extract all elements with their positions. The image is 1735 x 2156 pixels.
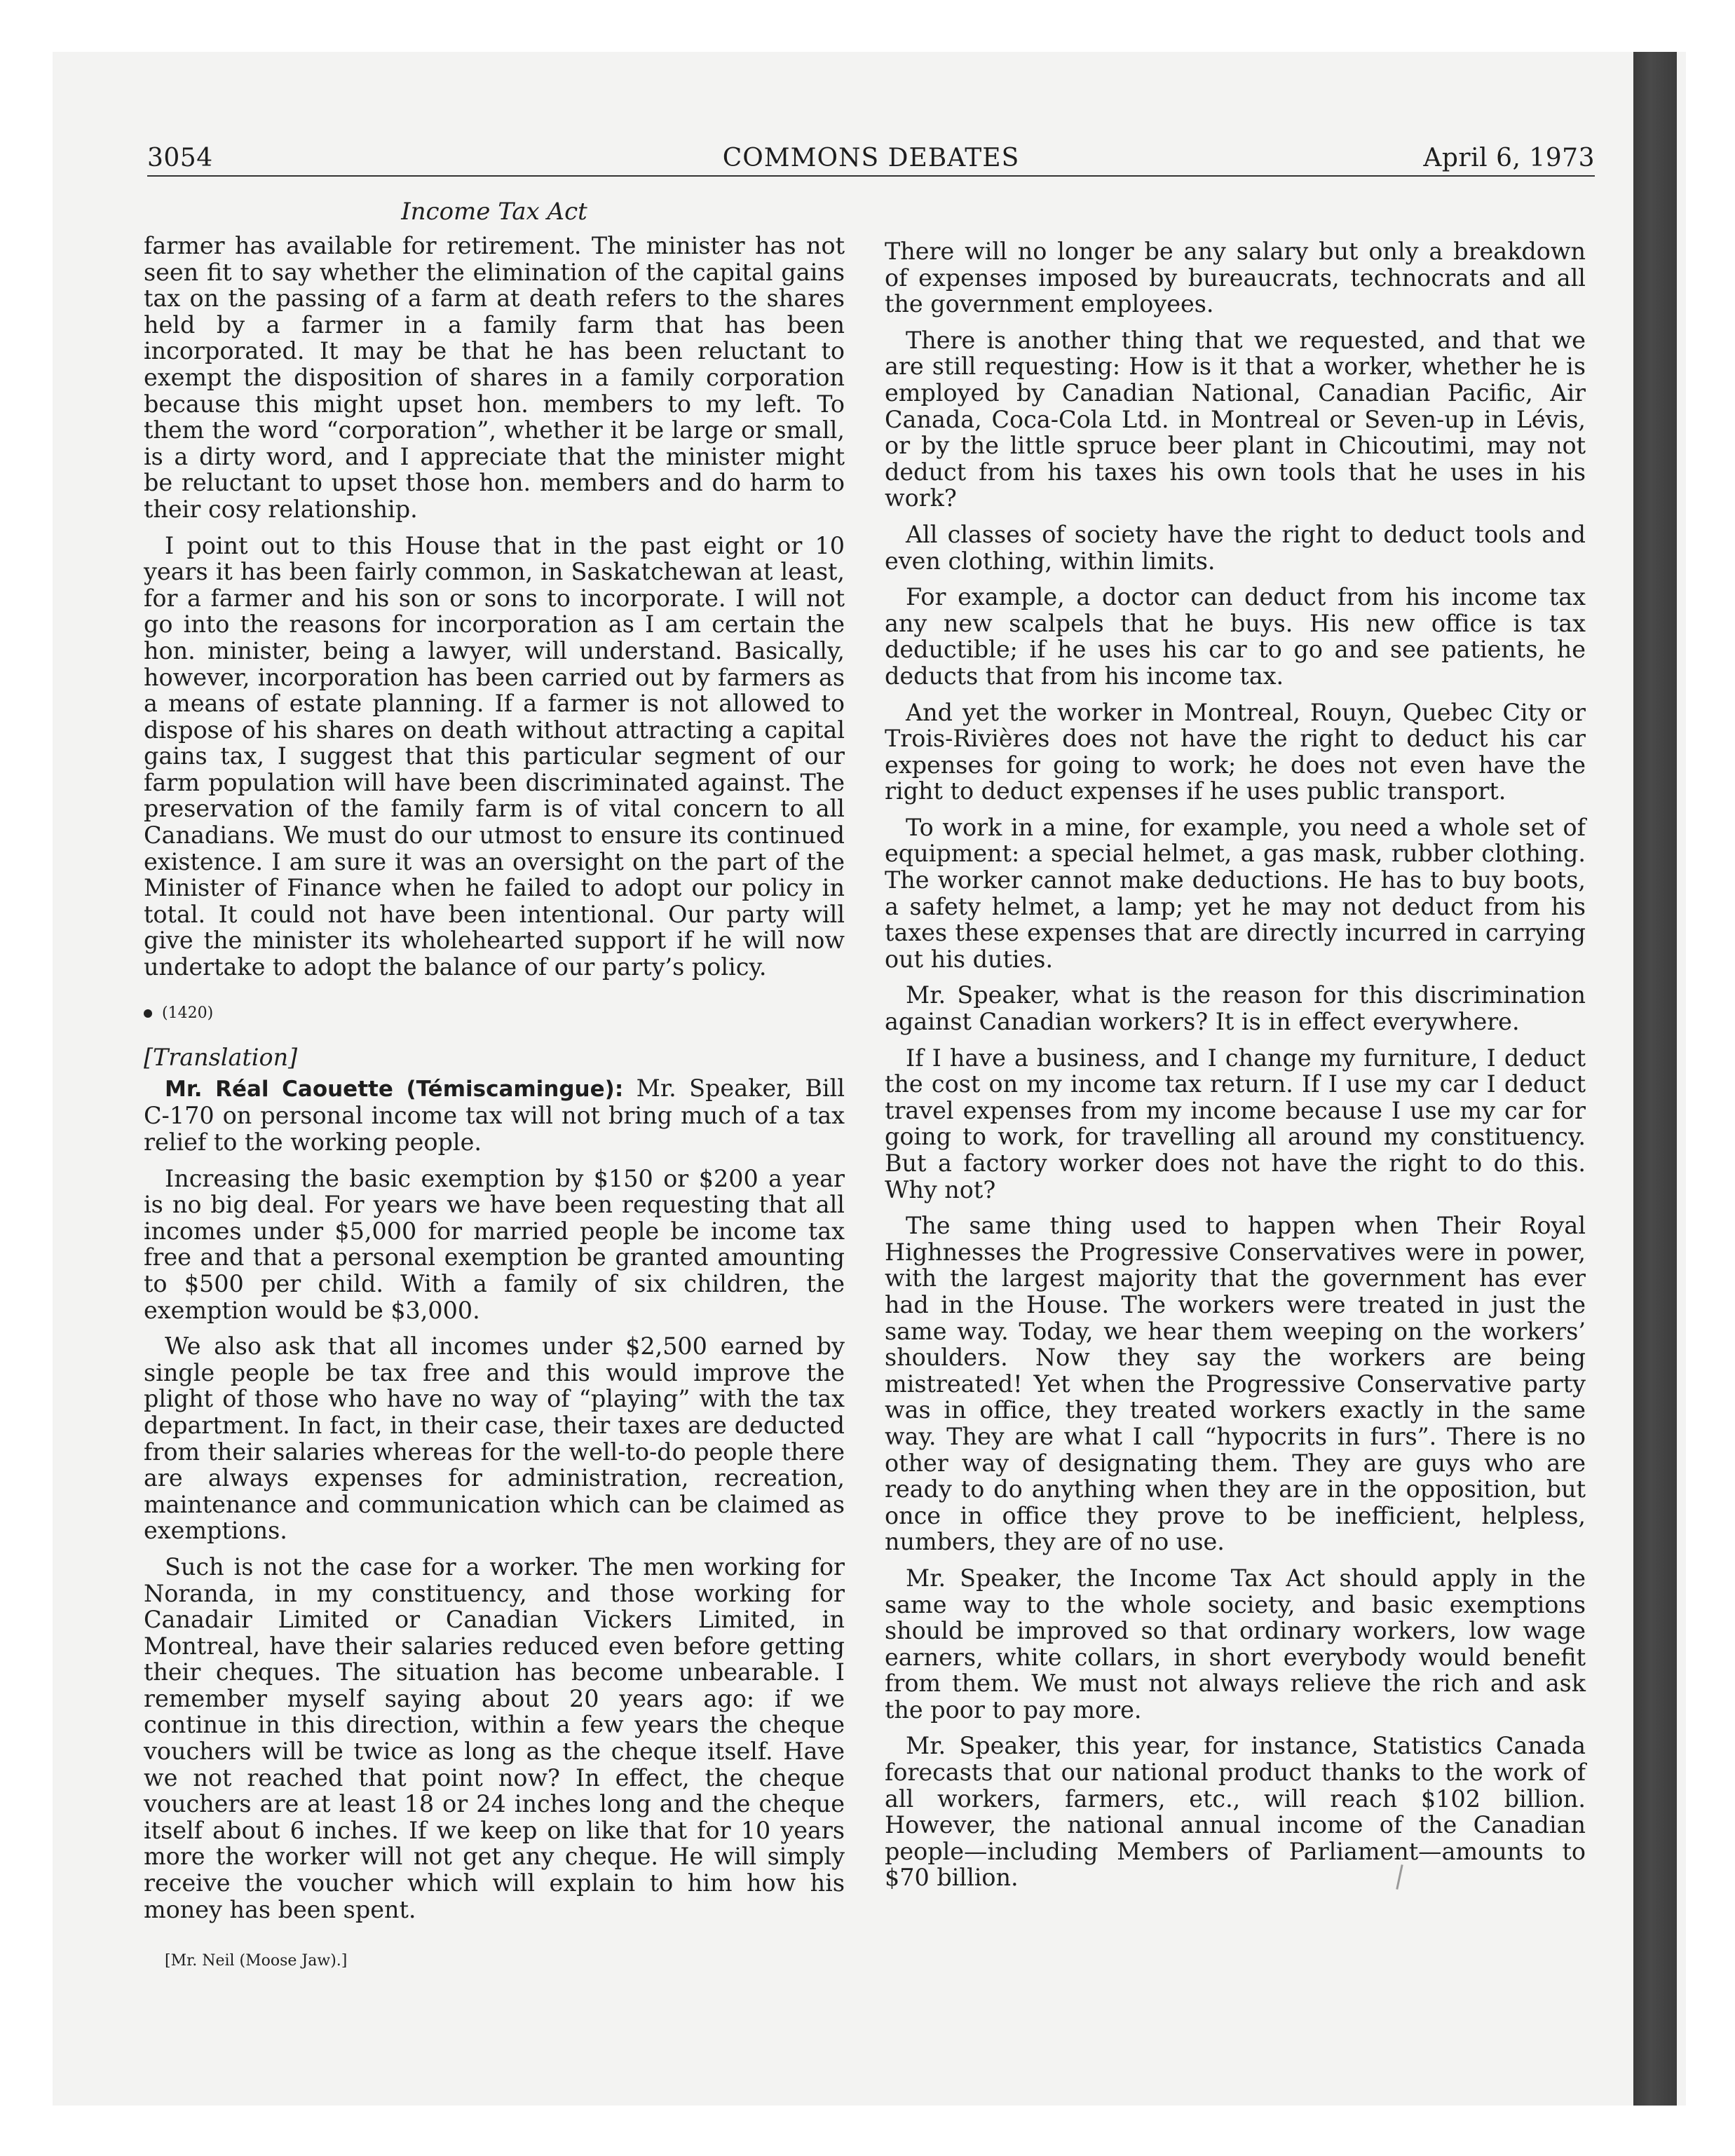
speaker-name: Mr. Réal Caouette (Témiscamingue): bbox=[165, 1076, 624, 1102]
paragraph: Mr. Speaker, this year, for instance, Statistics Canada forecasts that our national product thanks to the work of all workers, farmers, etc., will reach $102 billion. However, the national annual income of the Canadian people—including Members of Parliament—amounts to $70 billion. bbox=[885, 1732, 1586, 1892]
speech-opening-text: Mr. Speaker, Bill C-170 on personal income tax will not bring much of a tax relief to the working people. bbox=[144, 1074, 845, 1156]
left-column bbox=[144, 233, 845, 1974]
paragraph: Increasing the basic exemption by $150 or $200 a year is no big deal. For years we have been requesting that all incomes under $5,000 for married people be income tax free and that a personal exemption be granted amounting to $500 per child. With a family of six children, the exemption would be $3,000. bbox=[144, 1164, 845, 1324]
paragraph: farmer has available for retirement. The minister has not seen fit to say whether the elimination of the capital gains tax on the passing of a farm at death refers to the shares held by a farmer in a family farm that has been incorporated. It may be that he has been reluctant to exempt the disposition of shares in a family corporation because this might upset hon. members to my left. To them the word “corporation”, whether it be large or small, is a dirty word, and I appreciate that the minister might be reluctant to upset those hon. members and do harm to their cosy relationship. bbox=[144, 232, 845, 523]
paragraph: Mr. Speaker, the Income Tax Act should apply in the same way to the whole society, and basic exemptions should be improved so that ordinary workers, low wage earners, white collars, in short everybody would benefit from them. We must not always relieve the rich and ask the poor to pay more. bbox=[885, 1564, 1586, 1724]
paragraph: And yet the worker in Montreal, Rouyn, Quebec City or Trois-Rivières does not have the right to deduct his car expenses for going to work; he does not even have the right to deduct expenses if he uses public transport. bbox=[885, 698, 1586, 805]
paragraph: All classes of society have the right to deduct tools and even clothing, within limits. bbox=[885, 520, 1586, 575]
time-marker-label: (1420) bbox=[162, 1004, 214, 1022]
page-footnote: [Mr. Neil (Moose Jaw).] bbox=[165, 1952, 348, 1970]
bullet-icon bbox=[144, 1009, 152, 1018]
time-marker bbox=[144, 1000, 845, 1027]
paragraph: There is another thing that we requested, and that we are still requesting: How is it that a worker, whether he is employed by Canadian National, Canadian Pacific, Air Canada, Coca-Cola Ltd. in Montreal or Seven-up in Lévis, or by the little spruce beer plant in Chicoutimi, may not deduct from his taxes his own tools that he uses in his work? bbox=[885, 326, 1586, 512]
paragraph: To work in a mine, for example, you need a whole set of equipment: a special helmet, a gas mask, rubber clothing. The worker cannot make deductions. He has to buy boots, a safety helmet, a lamp; yet he may not deduct from his taxes these expenses that are directly incurred in carrying out his duties. bbox=[885, 813, 1586, 973]
translation-label: [Translation] bbox=[144, 1044, 298, 1072]
page-header bbox=[147, 140, 1595, 177]
speech-opening bbox=[144, 1075, 845, 1156]
paragraph: We also ask that all incomes under $2,500 earned by single people be tax free and this would improve the plight of those who have no way of “playing” with the tax department. In fact, in their case, their taxes are deducted from their salaries whereas for the well-to-do people there are always expenses for administration, recreation, maintenance and communication which can be claimed as exemptions. bbox=[144, 1332, 845, 1545]
paragraph: Mr. Speaker, what is the reason for this discrimination against Canadian workers? It is in effect everywhere. bbox=[885, 981, 1586, 1036]
paragraph: For example, a doctor can deduct from his income tax any new scalpels that he buys. His new office is tax deductible; if he uses his car to go and see patients, he deducts that from his income tax. bbox=[885, 583, 1586, 690]
paragraph: There will no longer be any salary but only a breakdown of expenses imposed by bureaucrats, technocrats and all the government employees. bbox=[885, 238, 1586, 318]
page-number: 3054 bbox=[147, 144, 213, 172]
paragraph: If I have a business, and I change my furniture, I deduct the cost on my income tax return. If I use my car I deduct travel expenses from my income because I use my car for going to work, for travelling all around my constituency. But a factory worker does not have the right to do this. Why not? bbox=[885, 1044, 1586, 1203]
scan-edge-shadow bbox=[1633, 52, 1677, 2106]
paragraph: Such is not the case for a worker. The men working for Noranda, in my constituency, and those working for Canadair Limited or Canadian Vickers Limited, in Montreal, have their salaries reduced even before getting their cheques. The situation has become unbearable. I remember myself saying about 20 years ago: if we continue in this direction, within a few years the cheque vouchers will be twice as long as the cheque itself. Have we not reached that point now? In effect, the cheque vouchers are at least 18 or 24 inches long and the cheque itself about 6 inches. If we keep on like that for 10 years more the worker will not get any cheque. He will simply receive the voucher which will explain to him how his money has been spent. bbox=[144, 1553, 845, 1923]
paragraph: I point out to this House that in the past eight or 10 years it has been fairly common, in Saskatchewan at least, for a farmer and his son or sons to incorporate. I will not go into the reasons for incorporation as I am certain the hon. minister, being a lawyer, will understand. Basically, however, incorporation has been carried out by farmers as a means of estate planning. If a farmer is not allowed to dispose of his shares on death without attracting a capital gains tax, I suggest that this particular segment of our farm population will have been discriminated against. The preservation of the family farm is of vital concern to all Canadians. We must do our utmost to ensure its continued existence. I am sure it was an oversight on the part of the Minister of Finance when he failed to adopt our policy in total. It could not have been intentional. Our party will give the minister its wholehearted support if he will now undertake to adopt the balance of our party’s policy. bbox=[144, 531, 845, 981]
paragraph: The same thing used to happen when Their Royal Highnesses the Progressive Conservatives were in power, with the largest majority that the government has ever had in the House. The workers were treated in just the same way. Today, we hear them weeping on the workers’ shoulders. Now they say the workers are being mistreated! Yet when the Progressive Conservative party was in office, they treated workers exactly in the same way. They are what I call “hypocrits in furs”. There is no other way of designating them. They are guys who are ready to do anything when they are in the opposition, but once in office they prove to be inefficient, helpless, numbers, they are of no use. bbox=[885, 1212, 1586, 1556]
right-column bbox=[885, 238, 1586, 1901]
running-head: Income Tax Act bbox=[401, 198, 587, 226]
issue-date: April 6, 1973 bbox=[1423, 144, 1595, 172]
journal-title: COMMONS DEBATES bbox=[722, 144, 1020, 172]
